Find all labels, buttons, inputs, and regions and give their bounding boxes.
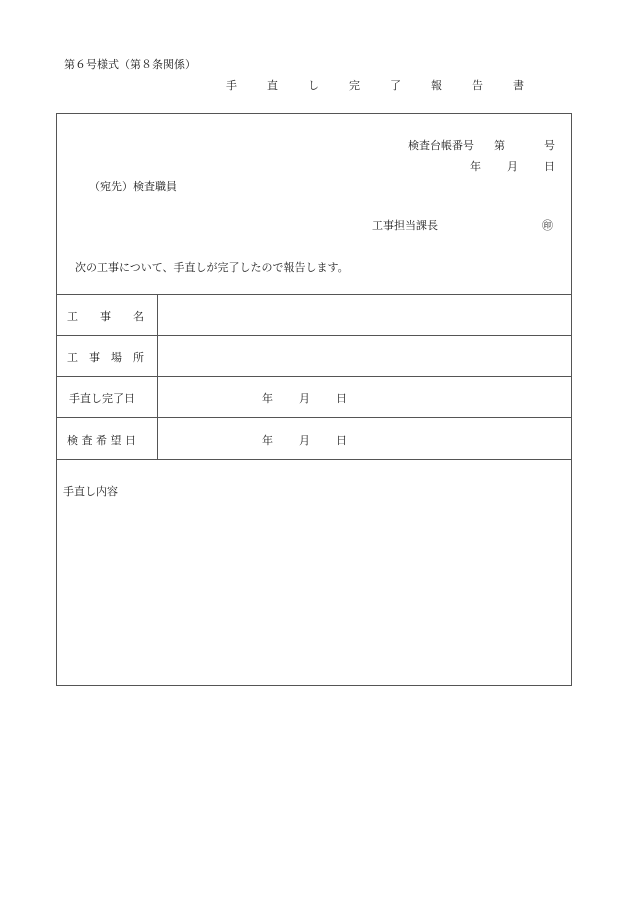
form-number: 第６号様式（第８条関係） [64,58,196,71]
construction-site-label: 工 事 場 所 [67,351,144,364]
registry-number-dai: 第 [494,139,505,152]
report-date-day: 日 [544,160,555,173]
inspection-date-month: 月 [299,434,310,447]
construction-name-label: 工 事 名 [67,310,144,323]
label-column-divider [157,294,158,459]
report-date-month: 月 [507,160,518,173]
inspection-date-day: 日 [336,434,347,447]
report-statement: 次の工事について、手直しが完了したので報告します。 [75,261,349,274]
completion-date-day: 日 [336,392,347,405]
completion-date-month: 月 [299,392,310,405]
row-divider [57,294,571,295]
row-divider [57,459,571,460]
repair-content-label: 手直し内容 [63,485,118,498]
row-divider [57,335,571,336]
row-divider [57,376,571,377]
addressee: （宛先）検査職員 [89,180,177,193]
report-date-year: 年 [470,160,481,173]
registry-number-label: 検査台帳番号 [408,139,474,152]
report-form [56,113,572,686]
seal-mark: ㊞ [542,219,553,232]
completion-date-year: 年 [262,392,273,405]
row-divider [57,417,571,418]
document-title: 手 直 し 完 了 報 告 書 [226,79,534,92]
reporter-title: 工事担当課長 [372,219,438,232]
inspection-date-label: 検 査 希 望 日 [67,434,136,447]
inspection-date-year: 年 [262,434,273,447]
registry-number-go: 号 [544,139,555,152]
completion-date-label: 手直し完了日 [69,392,135,405]
